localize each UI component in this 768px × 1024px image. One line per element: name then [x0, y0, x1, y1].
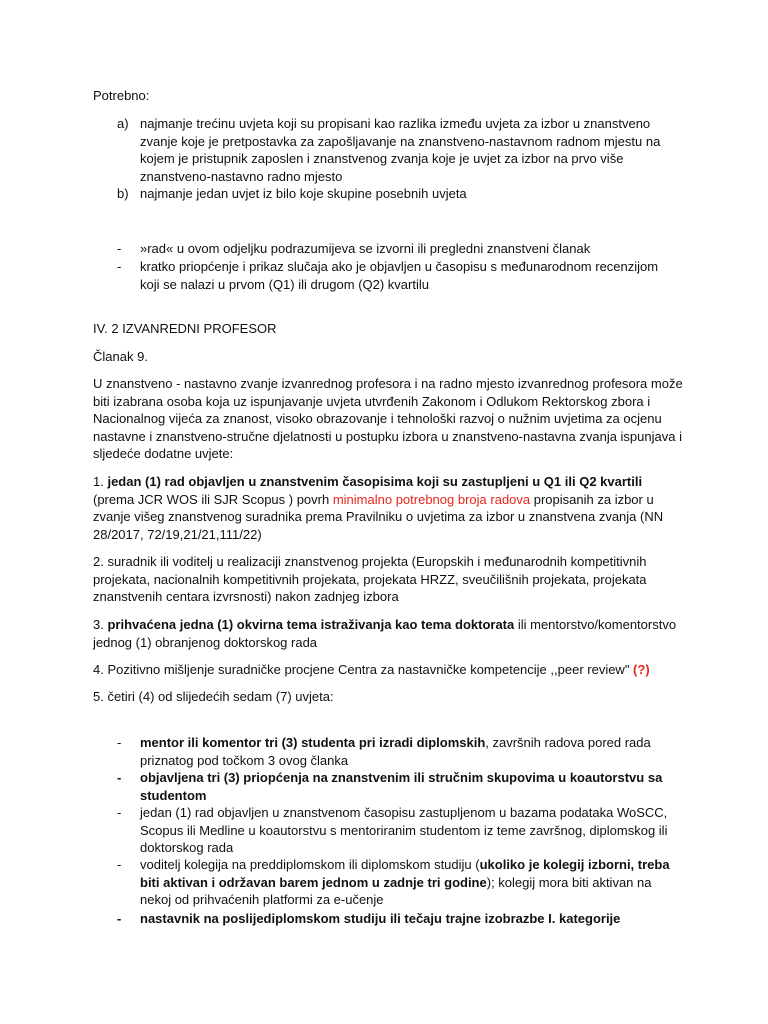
list-marker-a: a) [117, 116, 129, 131]
condition-5: 5. četiri (4) od slijedećih sedam (7) uvjeta: [93, 689, 334, 704]
note-dash: - [117, 259, 122, 274]
condition-1-text: (prema JCR WOS ili SJR Scopus ) povrh [93, 491, 333, 507]
condition-4-question-mark: (?) [633, 662, 650, 677]
list-text-b: najmanje jedan uvjet iz bilo koje skupine posebnih uvjeta [140, 186, 467, 201]
condition-1-highlight: minimalno potrebnog broja radova [332, 491, 531, 507]
sub-item-2-text: objavljena tri (3) priopćenja na znanstvenim ili stručnim skupovima u koautorstvu sa studentom [140, 770, 663, 803]
condition-1-bold: jedan (1) rad objavljen u znanstvenim časopisima koji su zastupljeni u Q1 ili Q2 kvartili [107, 474, 643, 489]
note-dash: - [117, 241, 122, 256]
sub-item-4-bold: ukoliko je kolegij izborni, treba biti aktivan i održavan barem jednom u zadnje tri godine [140, 857, 670, 890]
sub-item-1-text [140, 734, 680, 769]
note-text: kratko priopćenje i prikaz slučaja ako je objavljen u časopisu s međunarodnom recenzijom koji se nalazi u prvom (Q1) ili drugom (Q2) kvartilu [140, 259, 659, 292]
intro-text: Potrebno: [93, 88, 150, 103]
condition-3-bold: prihvaćena jedna (1) okvirna tema istraživanja kao tema doktorata [107, 617, 515, 632]
condition-2: 2. suradnik ili voditelj u realizaciji znanstvenog projekta (Europskih i međunarodnih kompetitivnih projekata, nacionalnih kompetitivnih projekata, projekata HRZZ, sveučilišnih projekata, projekata znanstvenih centara izvrsnosti) nakon zadnjeg izbora [93, 554, 647, 604]
condition-4 [93, 661, 683, 679]
sub-item-1-bold: mentor ili komentor tri (3) studenta pri izradi diplomskih [140, 735, 486, 750]
sub-item-3-text: jedan (1) rad objavljen u znanstvenom časopisu zastupljenom u bazama podataka WoSCC, Scopus ili Medline u koautorstvu s mentoriranim studentom iz teme završnog, diplomskog ili doktorskog rada [140, 805, 668, 855]
condition-number: 1. [93, 474, 108, 489]
section-heading: IV. 2 IZVANREDNI PROFESOR [93, 321, 277, 336]
list-text-a: najmanje trećinu uvjeta koji su propisani kao razlika između uvjeta za izbor u znanstveno zvanje koje je pretpostavka za zapošljavanje na znanstveno-nastavnom radnom mjestu na kojem je pristupnik zaposlen i znanstvenog zvanja koje je uvjet za izbor na prvo više znanstveno-nastavno radno mjesto [140, 116, 661, 184]
condition-4-text: 4. Pozitivno mišljenje suradničke procjene Centra za nastavničke kompetencije ,,peer review" [93, 662, 634, 677]
condition-3 [93, 616, 683, 651]
condition-number: 3. [93, 617, 108, 632]
article-title: Članak 9. [93, 349, 148, 364]
condition-1-text-rest: propisanih za izbor u zvanje višeg znanstvenog suradnika prema Pravilniku o uvjetima za izbor u znanstvena zvanja (NN 28/2017, 72/19,21/21,111/22) [93, 491, 664, 542]
note-text: »rad« u ovom odjeljku podrazumijeva se izvorni ili pregledni znanstveni članak [140, 241, 591, 256]
sub-item-1-rest: , završnih radova pored rada priznatog pod točkom 3 ovog članka [140, 735, 651, 768]
sub-dash: - [117, 805, 122, 820]
sub-dash: - [117, 911, 122, 926]
list-marker-b: b) [117, 186, 129, 201]
sub-dash: - [117, 857, 122, 872]
sub-item-4-text [140, 856, 680, 909]
sub-dash: - [117, 770, 122, 785]
article-body: U znanstveno - nastavno zvanje izvanrednog profesora i na radno mjesto izvanrednog profesora može biti izabrana osoba koja uz ispunjavanje uvjeta utvrđenih Zakonom i Odlukom Rektorskog zbora i Nacionalnog vijeća za znanost, visoko obrazovanje i tehnološki razvoj o nužnim uvjetima za ocjenu nastavne i znanstveno-stručne djelatnosti u postupku izbora u znanstveno-nastavna zvanja ispunjava i sljedeće dodatne uvjete: [93, 376, 683, 461]
sub-item-4-end: ); kolegij mora biti aktivan na nekoj od prihvaćenih platformi za e-učenje [140, 874, 652, 907]
sub-item-5-text: nastavnik na poslijediplomskom studiju ili tečaju trajne izobrazbe I. kategorije [140, 911, 621, 926]
sub-dash: - [117, 735, 122, 750]
condition-1 [93, 473, 683, 543]
condition-3-text: ili mentorstvo/komentorstvo jednog (1) obranjenog doktorskog rada [93, 617, 677, 650]
sub-item-4-start: voditelj kolegija na preddiplomskom ili diplomskom studiju ( [140, 857, 480, 872]
